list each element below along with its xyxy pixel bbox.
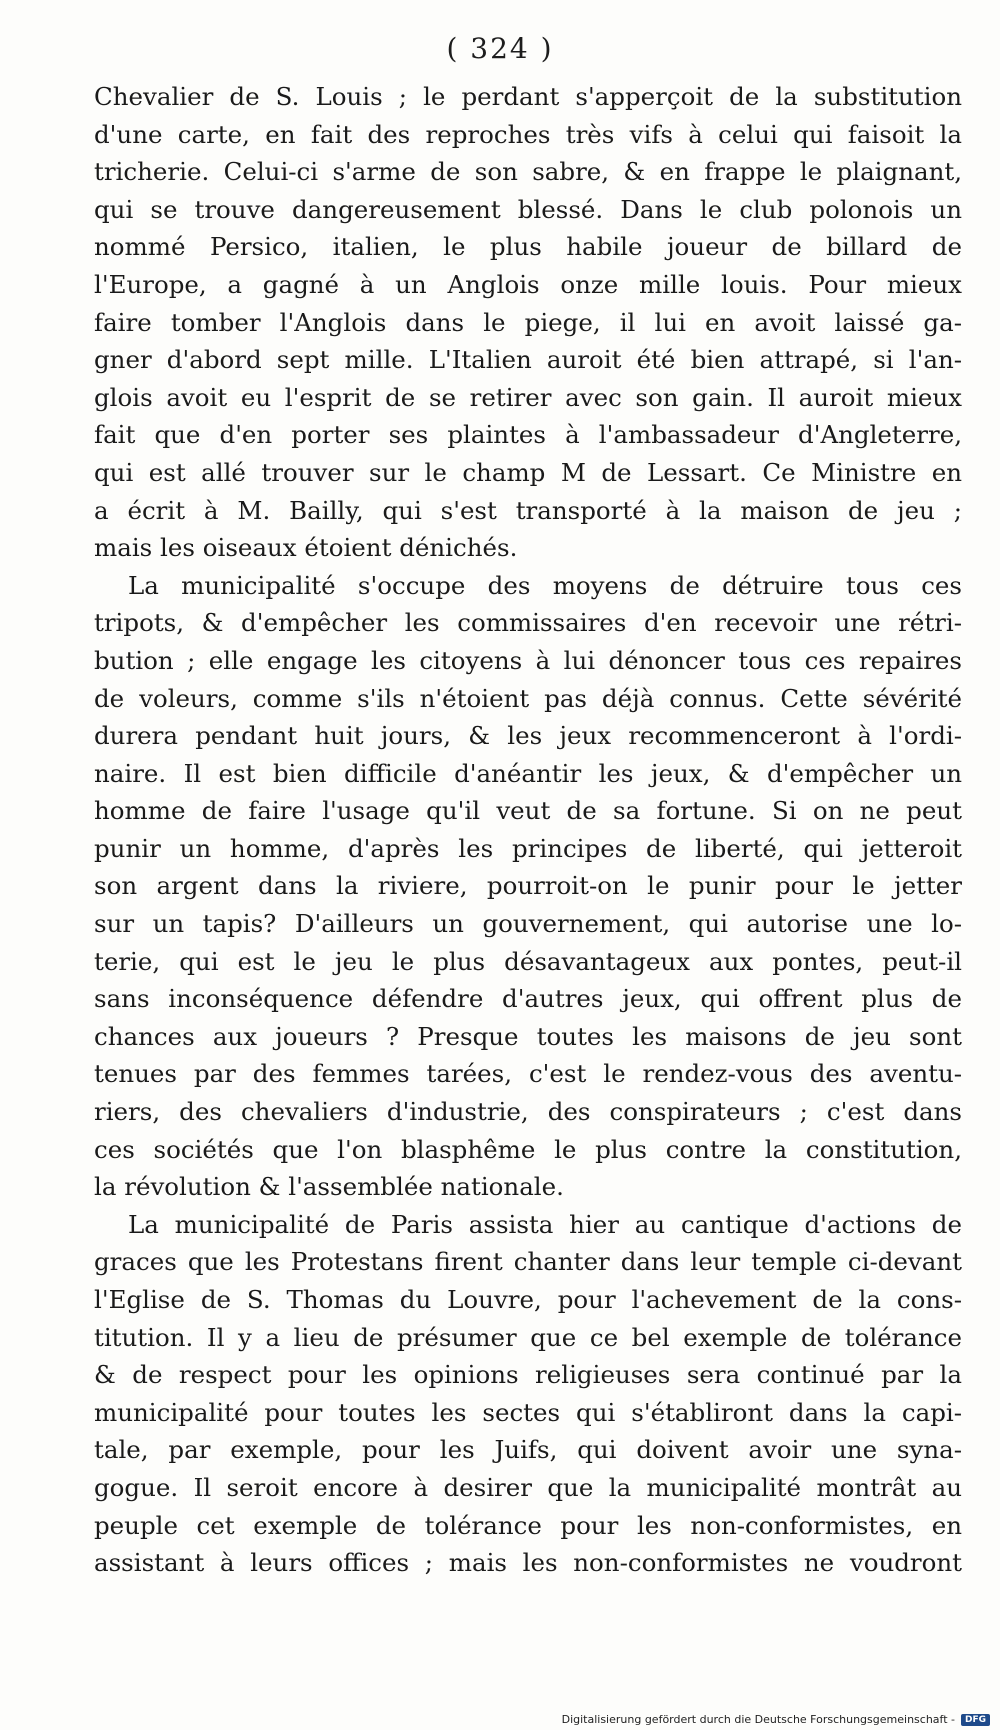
- text-line: peuple cet exemple de tolérance pour les non-conformistes, en: [94, 1510, 962, 1540]
- text-line: bution ; elle engage les citoyens à lui dénoncer tous ces repaires: [94, 645, 962, 675]
- text-line: tale, par exemple, pour les Juifs, qui doivent avoir une syna-: [94, 1435, 962, 1465]
- text-line: titution. Il y a lieu de présumer que ce bel exemple de tolérance: [94, 1322, 962, 1352]
- page-number: ( 324 ): [446, 32, 554, 65]
- text-line: municipalité pour toutes les sectes qui s'établiront dans la capi-: [94, 1397, 962, 1427]
- paragraph-start-line: La municipalité de Paris assista hier au cantique d'actions de: [128, 1209, 962, 1239]
- text-line: gner d'abord sept mille. L'Italien auroit été bien attrapé, si l'an-: [94, 345, 962, 375]
- text-line: durera pendant huit jours, & les jeux recommenceront à l'ordi-: [94, 721, 962, 751]
- text-line: sur un tapis? D'ailleurs un gouvernement, qui autorise une lo-: [94, 909, 962, 939]
- dfg-logo: DFG: [961, 1714, 990, 1726]
- text-line: punir un homme, d'après les principes de liberté, qui jetteroit: [94, 833, 962, 863]
- text-line: fait que d'en porter ses plaintes à l'ambassadeur d'Angleterre,: [94, 420, 962, 450]
- text-line: de voleurs, comme s'ils n'étoient pas déjà connus. Cette sévérité: [94, 683, 962, 713]
- text-line: terie, qui est le jeu le plus désavantageux aux pontes, peut-il: [94, 946, 962, 976]
- text-line: chances aux joueurs ? Presque toutes les maisons de jeu sont: [94, 1021, 962, 1051]
- text-line: a écrit à M. Bailly, qui s'est transporté à la maison de jeu ;: [94, 495, 962, 525]
- text-line: la révolution & l'assemblée nationale.: [94, 1172, 564, 1202]
- text-line: qui est allé trouver sur le champ M de Lessart. Ce Ministre en: [94, 457, 962, 487]
- text-line: riers, des chevaliers d'industrie, des conspirateurs ; c'est dans: [94, 1097, 962, 1127]
- text-line: l'Eglise de S. Thomas du Louvre, pour l'achevement de la cons-: [94, 1285, 962, 1314]
- credit-text: Digitalisierung gefördert durch die Deutsche Forschungsgemeinschaft -: [561, 1713, 955, 1726]
- body-text: [94, 78, 962, 1582]
- text-line: tricherie. Celui-ci s'arme de son sabre, & en frappe le plaignant,: [94, 157, 962, 187]
- text-line: naire. Il est bien difficile d'anéantir les jeux, & d'empêcher un: [94, 758, 962, 788]
- text-line: faire tomber l'Anglois dans le piege, il lui en avoit laissé ga-: [94, 307, 962, 337]
- text-line: nommé Persico, italien, le plus habile joueur de billard de: [94, 232, 962, 262]
- text-line: Chevalier de S. Louis ; le perdant s'apperçoit de la substitution: [94, 82, 962, 111]
- text-line: graces que les Protestans firent chanter dans leur temple ci-devant: [94, 1247, 962, 1277]
- text-line: d'une carte, en fait des reproches très vifs à celui qui faisoit la: [94, 119, 962, 149]
- text-line: gogue. Il seroit encore à desirer que la municipalité montrât au: [94, 1472, 962, 1502]
- text-line: glois avoit eu l'esprit de se retirer avec son gain. Il auroit mieux: [94, 382, 962, 412]
- paragraph-start-line: La municipalité s'occupe des moyens de détruire tous ces: [128, 570, 962, 600]
- text-line: qui se trouve dangereusement blessé. Dans le club polonois un: [94, 194, 962, 224]
- text-line: ces sociétés que l'on blasphême le plus contre la constitution,: [94, 1134, 962, 1164]
- text-line: tripots, & d'empêcher les commissaires d'en recevoir une rétri-: [94, 608, 962, 638]
- text-line: sans inconséquence défendre d'autres jeux, qui offrent plus de: [94, 984, 962, 1014]
- text-line: & de respect pour les opinions religieuses sera continué par la: [94, 1360, 962, 1390]
- text-line: mais les oiseaux étoient dénichés.: [94, 533, 518, 563]
- text-line: assistant à leurs offices ; mais les non-conformistes ne voudront: [94, 1548, 962, 1578]
- text-line: homme de faire l'usage qu'il veut de sa fortune. Si on ne peut: [94, 796, 962, 826]
- text-line: tenues par des femmes tarées, c'est le rendez-vous des aventu-: [94, 1059, 962, 1089]
- text-line: son argent dans la riviere, pourroit-on le punir pour le jetter: [94, 871, 962, 901]
- text-line: l'Europe, a gagné à un Anglois onze mille louis. Pour mieux: [94, 269, 962, 299]
- digitization-credit: [562, 1713, 990, 1726]
